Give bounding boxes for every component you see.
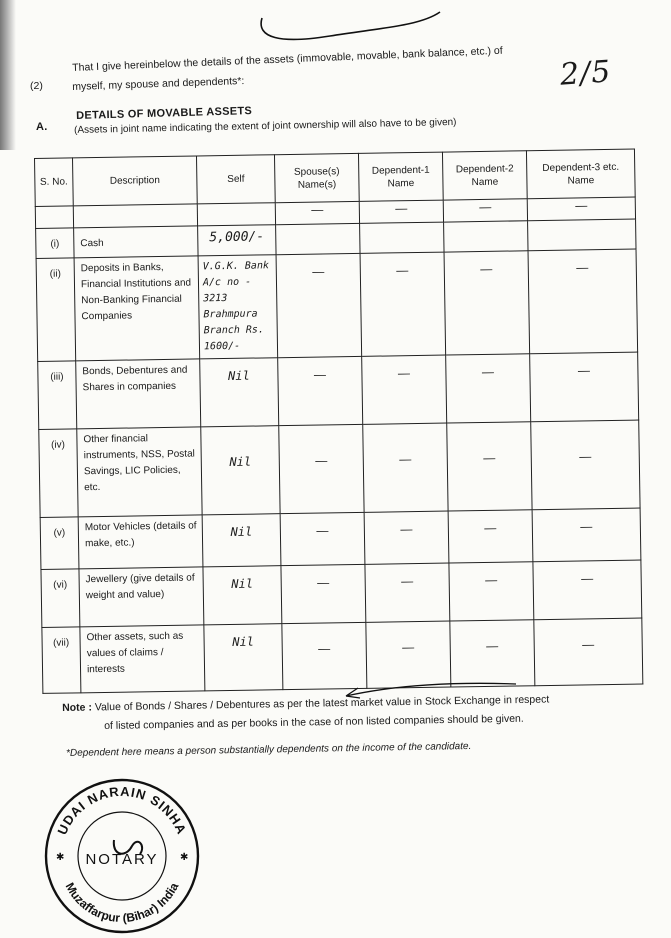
row-dep3-value: — [531,420,640,510]
cell: — [443,199,527,222]
row-dep1-value [360,222,444,253]
row-sno: (i) [36,228,74,259]
row-description: Motor Vehicles (details of make, etc.) [78,515,203,569]
row-spouse-value: — [280,512,365,565]
row-dep2-value: — [446,354,531,423]
col-header-dependent-2: Dependent-2 Name [442,151,527,200]
row-dep2-value: — [448,510,533,563]
row-spouse-value: — [282,622,367,689]
table-row [39,420,640,517]
row-self-value: 5,000/- [198,225,276,256]
cell: — [275,201,359,224]
row-dep3-value: — [532,508,641,562]
row-description: Cash [74,226,198,258]
row-spouse-value [276,223,360,254]
row-self-value: V.G.K. Bank A/c no - 3213 Brahmpura Branch Rs. 1600/- [198,255,278,359]
stamp-star-right: ✱ [180,852,189,863]
section-subtitle: (Assets in joint name indicating the extent of joint ownership will also have to be given) [74,116,457,136]
row-dep1-value: — [366,621,451,688]
row-dep3-value [528,219,636,251]
row-dep3-value: — [528,249,638,354]
row-dep1-value: — [362,355,447,424]
row-dep1-value: — [365,563,450,622]
row-sno: (vii) [42,627,81,694]
note-line-2: of listed companies and as per books in the case of non listed companies should be given. [104,712,524,732]
table-row [41,560,642,627]
row-sno: (v) [40,517,79,570]
row-sno: (iii) [38,361,77,430]
footnote: *Dependent here means a person substantially dependents on the income of the candidate. [66,740,472,759]
col-header-dependent-3: Dependent-3 etc. Name [526,149,635,199]
row-spouse-value: — [276,253,362,357]
col-header-description: Description [73,156,198,206]
table-row [38,352,639,429]
row-dep3-value: — [534,618,643,686]
svg-text:UDAI NARAIN SINHA [54,784,189,837]
cell: — [527,197,635,221]
row-dep2-value: — [444,251,530,355]
handwritten-mark [250,8,450,48]
row-description: Other assets, such as values of claims / interests [80,625,205,693]
row-sno: (ii) [36,258,76,362]
stamp-bottom-text: Muzaffarpur (Bihar) India [62,880,182,926]
col-header-sno: S. No. [35,158,74,207]
row-self-value: Nil [201,426,280,515]
row-dep1-value: — [364,511,449,564]
stamp-top-text: UDAI NARAIN SINHA [54,783,190,838]
stamp-star-left: ✱ [56,852,65,863]
row-self-value: Nil [202,514,281,567]
row-description: Jewellery (give details of weight and value) [79,567,204,627]
section-letter: A. [36,121,48,133]
page-number: 2/5 [558,54,613,93]
cell: — [359,200,443,223]
row-description: Other financial instruments, NSS, Postal Savings, LIC Policies, etc. [77,427,202,517]
intro-line-1: That I give hereinbelow the details of the assets (immovable, movable, bank balance, etc.) of [72,44,503,74]
row-description: Deposits in Banks, Financial Institutions and Non-Banking Financial Companies [74,256,200,361]
notary-stamp [42,776,202,936]
row-sno: (vi) [41,569,80,628]
row-description: Bonds, Debentures and Shares in companies [76,359,201,429]
cell [73,204,197,228]
row-dep3-value: — [530,352,639,422]
clause-number: (2) [30,80,43,92]
row-dep2-value: — [449,562,534,621]
note-line-1: Value of Bonds / Shares / Debentures as per the latest market value in Stock Exchange in respect [94,693,550,714]
intro-line-2: myself, my spouse and dependents*: [72,74,245,93]
row-spouse-value: — [281,564,366,623]
scan-edge-shadow [0,0,16,150]
row-self-value: Nil [204,624,283,691]
movable-assets-table-wrapper [34,149,642,682]
col-header-self: Self [196,155,275,204]
col-header-spouse: Spouse(s) Name(s) [274,153,359,202]
row-dep3-value: — [533,560,642,620]
row-dep2-value [444,221,528,252]
row-dep2-value: — [447,422,532,511]
row-self-value: Nil [203,566,282,625]
row-sno: (iv) [39,429,78,518]
stamp-center-text: NOTARY [85,851,159,868]
table-row [36,249,638,361]
movable-assets-table [34,149,643,694]
row-spouse-value: — [279,424,364,513]
row-dep1-value: — [360,252,446,356]
cell [197,203,275,226]
note-label: Note : [62,701,92,714]
col-header-dependent-1: Dependent-1 Name [358,152,443,201]
row-spouse-value: — [278,356,363,425]
section-title: DETAILS OF MOVABLE ASSETS [76,105,253,122]
table-row [40,508,641,569]
row-self-value: Nil [200,358,279,427]
row-dep1-value: — [363,423,448,512]
row-dep2-value: — [450,620,535,687]
cell [35,206,73,229]
